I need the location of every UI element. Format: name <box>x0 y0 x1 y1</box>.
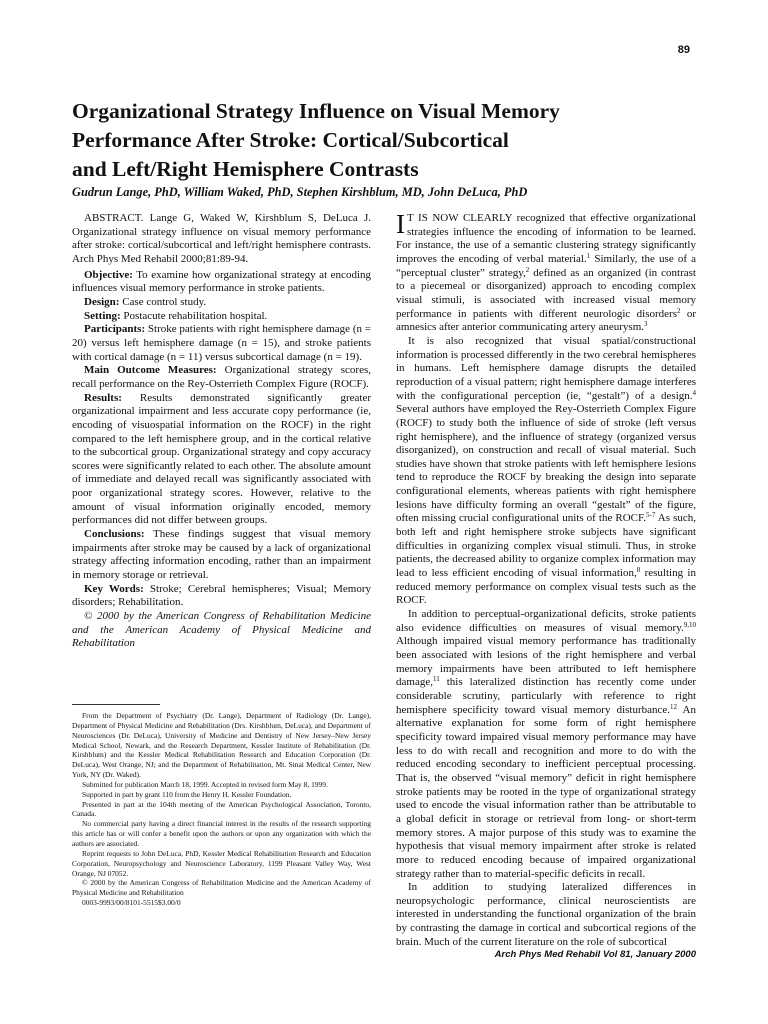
footnote-code: 0003-9993/00/8101-5515$3.00/0 <box>82 898 181 908</box>
keywords-label: Key Words: <box>84 582 144 595</box>
body-paragraph-4: In addition to studying lateralized differences in neuropsychologic performance, clinical neuroscientists are interested in understanding the functional organization of the brain by contrasting the damage in cortical and subcortical regions of the brain. Much of the current literature on the role of subcortical <box>396 881 696 948</box>
body-paragraph-2 <box>396 335 696 608</box>
footnote-reprints: Reprint requests to John DeLuca, PhD, Kessler Medical Rehabilitation Research and Education Corporation, Neuropsychology and Neuroscience Laboratory, 1199 Pleasant Valley Way, West Orange, NJ 07052. <box>72 848 371 878</box>
citation-ref: 9,10 <box>683 620 696 629</box>
p1-text-c: defined as an organized (in contrast to a piecemeal or disorganized) approach to encoding complex visual stimuli, is associated with increased visual memory performance in patients with different neurologic disorders <box>396 266 696 320</box>
setting-text: Postacute rehabilitation hospital. <box>123 309 268 322</box>
article-title <box>72 97 692 184</box>
citation-ref: 1 <box>586 251 591 260</box>
citation-ref: 12 <box>670 702 678 711</box>
p3-text-b: Although impaired visual memory performance has traditionally been associated with lesions of the right hemisphere and verbal memory impairments have been attributed to left hemisphere damage, <box>396 635 696 689</box>
body-paragraph-1 <box>396 209 696 335</box>
footnote-affiliations: From the Department of Psychiatry (Dr. Lange), Department of Radiology (Dr. Lange), Department of Physical Medicine and Rehabilitation (Drs. Kirshblum, DeLuca), and Department of Neurosciences (Dr. DeLuca), University of Medicine and Dentistry of New Jersey–New Jersey Medical School, Newark, and the Research Department, Kessler Institute of Rehabilitation (Dr. Kirshblum) and the Kessler Medical Rehabilitation Research and Education Corporation (Dr. DeLuca), West Orange, NJ; and the Department of Rehabilitation, Mt. Sinai Medical Center, New York, NY (Dr. Waked). <box>72 711 371 780</box>
abstract-results <box>72 392 371 529</box>
p1-text-b: Similarly, the use of a “perceptual cluster” strategy, <box>396 252 696 279</box>
abstract <box>72 212 371 651</box>
p1-text-a: recognized that effective organizational strategies influence the encoding of information to be learned. For instance, the use of a semantic clustering strategy significantly improves the encoding of verbal material. <box>396 212 696 265</box>
citation-ref: 8 <box>636 566 641 575</box>
objective-label: Objective: <box>84 268 133 281</box>
drop-cap: I <box>396 209 405 239</box>
p2-text-b: Several authors have employed the Rey-Osterrieth Complex Figure (ROCF) to study both the influence of side of stroke (left versus right hemisphere), and the influence of strategy (organized versus disorganized), on construction and recall of visual material. Such studies have shown that stroke patients with left hemisphere lesions tend to reproduce the ROCF by breaking the design into separate configurational elements, whereas patients with right hemisphere lesions have difficulty forming an overall “gestalt” of the figure, often missing crucial configurational units of the ROCF. <box>396 403 696 525</box>
citation-ref: 2 <box>676 306 681 315</box>
article-body <box>396 209 697 949</box>
author-list: Gudrun Lange, PhD, William Waked, PhD, Stephen Kirshblum, MD, John DeLuca, PhD <box>72 185 528 199</box>
citation-ref: 11 <box>432 675 440 684</box>
abstract-keywords <box>72 583 371 610</box>
p3-text-a: In addition to perceptual-organizational deficits, stroke patients also evidence difficulties on measures of visual memory. <box>396 608 696 634</box>
conclusions-text: These findings suggest that visual memory impairments after stroke may be caused by a lack of organizational strategy affecting information encoding, rather than an impairment in memory storage or retrieval. <box>72 528 371 582</box>
title-line-2: Performance After Stroke: Cortical/Subcortical <box>72 128 509 152</box>
design-text: Case control study. <box>122 295 207 308</box>
footnote-conflict: No commercial party having a direct financial interest in the results of the research supporting this article has or will confer a benefit upon the authors or upon any organization with which the authors are associated. <box>72 819 371 848</box>
outcome-text: Organizational strategy scores, recall performance on the Rey-Osterrieth Complex Figure (ROCF). <box>72 364 372 390</box>
title-line-3: and Left/Right Hemisphere Contrasts <box>72 157 419 181</box>
p2-text-c: As such, both left and right hemisphere stroke subjects have significant difficulties in organizing complex visual stimuli. Thus, in stroke patients, the decreased ability to organize complex information may lead to less efficient encoding of visual information, <box>396 512 696 580</box>
results-label: Results: <box>84 391 122 404</box>
p3-text-c: this lateralized distinction has recently come under considerable scrutiny, particularly with reference to right hemisphere specificity toward visual memory disturbance. <box>396 676 696 716</box>
outcome-label: Main Outcome Measures: <box>84 364 217 377</box>
abstract-design <box>72 296 371 310</box>
journal-footer: Arch Phys Med Rehabil Vol 81, January 2000 <box>494 949 696 960</box>
abstract-participants <box>72 323 371 364</box>
keywords-text: Stroke; Cerebral hemispheres; Visual; Memory disorders; Rehabilitation. <box>72 582 371 609</box>
design-label: Design: <box>84 295 120 308</box>
footnote-divider <box>72 704 160 705</box>
page-number: 89 <box>677 44 690 56</box>
objective-text: To examine how organizational strategy at encoding influences visual memory performance in stroke patients. <box>72 268 371 295</box>
citation-ref: 4 <box>692 388 696 397</box>
opening-caps: T IS NOW CLEARLY <box>407 212 513 224</box>
p2-text-d: resulting in reduced memory performance on complex visual tests such as the ROCF. <box>396 567 696 607</box>
footnote-copyright: © 2000 by the American Congress of Rehabilitation Medicine and the American Academy of Physical Medicine and Rehabilitation <box>72 878 371 898</box>
conclusions-label: Conclusions: <box>84 528 145 541</box>
footnote-submission: Submitted for publication March 18, 1999. Accepted in revised form May 8, 1999. <box>82 779 328 789</box>
abstract-conclusions <box>72 528 371 583</box>
footnote-support: Supported in part by grant 110 from the Henry H. Kessler Foundation. <box>82 789 292 799</box>
footnote-presented: Presented in part at the 104th meeting of the American Psychological Association, Toronto, Canada. <box>72 799 371 819</box>
footnotes <box>72 711 371 908</box>
results-text: Results demonstrated significantly greater organizational impairment and less accurate copy performance (ie, encoding of visuospatial information on the ROCF) in the right compared to the left hemisphere group, and in the cortical relative to the subcortical group. Organizational strategy and copy accuracy scores were significantly related to each other. The absolute amount of immediate and delayed recall was significantly associated with poor organizational strategy scores. However, relative to the amount of visual information originally encoded, memory performances did not differ between groups. <box>72 391 371 527</box>
title-line-1: Organizational Strategy Influence on Visual Memory <box>72 99 560 123</box>
citation-ref: 3 <box>644 320 648 329</box>
citation-ref: 5-7 <box>646 511 656 520</box>
abstract-outcome-measures <box>72 364 371 391</box>
p1-text-d: or amnesics after anterior communicating artery aneurysm. <box>396 307 696 334</box>
body-paragraph-3 <box>396 608 696 881</box>
p3-text-d: An alternative explanation for some form of right hemisphere specificity toward impaired visual memory performance may have less to do with recall and recognition and more to do with the reduced encoding secondary to inefficient perceptual processing. That is, the observed “visual memory” deficit in right hemisphere stroke patients may be rooted in the type of organizational strategy used to encode the visual information rather than be attributable to a global deficit in storage or retrieval from long- or short-term memory stores. A major purpose of this study was to examine the hypothesis that visual memory impairment after stroke is related more to reduced encoding because of impaired organizational strategy rather than to material-specific deficits in recall. <box>396 703 697 880</box>
p2-text-a: It is also recognized that visual spatial/constructional information is processed differently in the two cerebral hemispheres in humans. Left hemisphere damage disrupts the detailed reproduction of a visual pattern; right hemisphere damage interferes with the configurational perception (ie, “gestalt”) of a design. <box>396 334 696 402</box>
citation-ref: 2 <box>525 265 530 274</box>
setting-label: Setting: <box>84 309 121 322</box>
participants-text: Stroke patients with right hemisphere damage (n = 20) versus left hemisphere damage (n = 15), and stroke patients with cortical damage (n = 11) versus subcortical damage (n = 19). <box>72 323 371 363</box>
abstract-setting <box>72 310 371 324</box>
abstract-citation: ABSTRACT. Lange G, Waked W, Kirshblum S, DeLuca J. Organizational strategy influence on visual memory performance after stroke: cortical/subcortical and left/right hemisphere contrasts. Arch Phys Med Rehabil 2000;81:89-94. <box>72 212 371 265</box>
abstract-copyright: © 2000 by the American Congress of Rehabilitation Medicine and the American Academy of Physical Medicine and Rehabilitation <box>72 610 371 650</box>
abstract-objective <box>72 269 371 296</box>
participants-label: Participants: <box>84 323 146 336</box>
